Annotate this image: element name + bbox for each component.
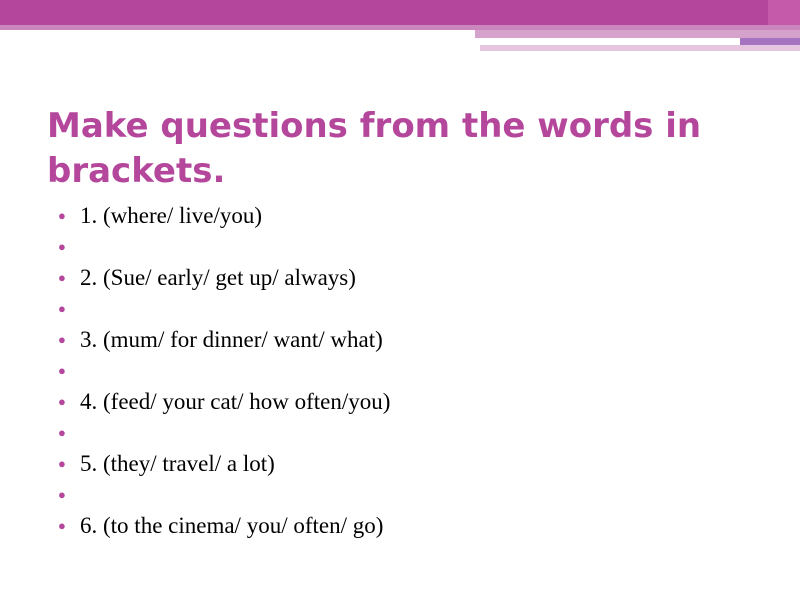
bullet-dot-icon: ● xyxy=(58,331,66,347)
slide-title: Make questions from the words in brackets. xyxy=(47,106,702,191)
bullet-dot-icon: ● xyxy=(58,517,66,533)
bullet-dot-icon: ● xyxy=(58,455,66,471)
list-item xyxy=(58,417,390,448)
list-item-text: 5. (they/ travel/ a lot) xyxy=(80,450,275,476)
list-item-text: 1. (where/ live/you) xyxy=(80,202,263,228)
list-item-text: 6. (to the cinema/ you/ often/ go) xyxy=(80,512,384,538)
list-item-text: 2. (Sue/ early/ get up/ always) xyxy=(80,264,356,290)
list-item xyxy=(58,479,390,510)
bullet-dot-icon: ● xyxy=(58,300,66,316)
bullet-dot-icon: ● xyxy=(58,207,66,223)
decor-stripe-1 xyxy=(475,30,800,38)
list-item xyxy=(58,448,390,479)
bullet-dot-icon: ● xyxy=(58,238,66,254)
bullet-dot-icon: ● xyxy=(58,269,66,285)
list-item xyxy=(58,200,390,231)
decor-stripe-3 xyxy=(480,45,800,51)
bullet-dot-icon: ● xyxy=(58,424,66,440)
list-item xyxy=(58,293,390,324)
bullet-dot-icon: ● xyxy=(58,393,66,409)
list-item xyxy=(58,355,390,386)
bullet-list xyxy=(58,200,390,541)
list-item xyxy=(58,262,390,293)
list-item-text: 3. (mum/ for dinner/ want/ what) xyxy=(80,326,383,352)
list-item xyxy=(58,510,390,541)
list-item-text: 4. (feed/ your cat/ how often/you) xyxy=(80,388,391,414)
list-item xyxy=(58,386,390,417)
decor-stripe-2 xyxy=(740,38,800,45)
top-band-accent xyxy=(768,0,800,25)
list-item xyxy=(58,231,390,262)
bullet-dot-icon: ● xyxy=(58,362,66,378)
top-band xyxy=(0,0,800,25)
list-item xyxy=(58,324,390,355)
bullet-dot-icon: ● xyxy=(58,486,66,502)
